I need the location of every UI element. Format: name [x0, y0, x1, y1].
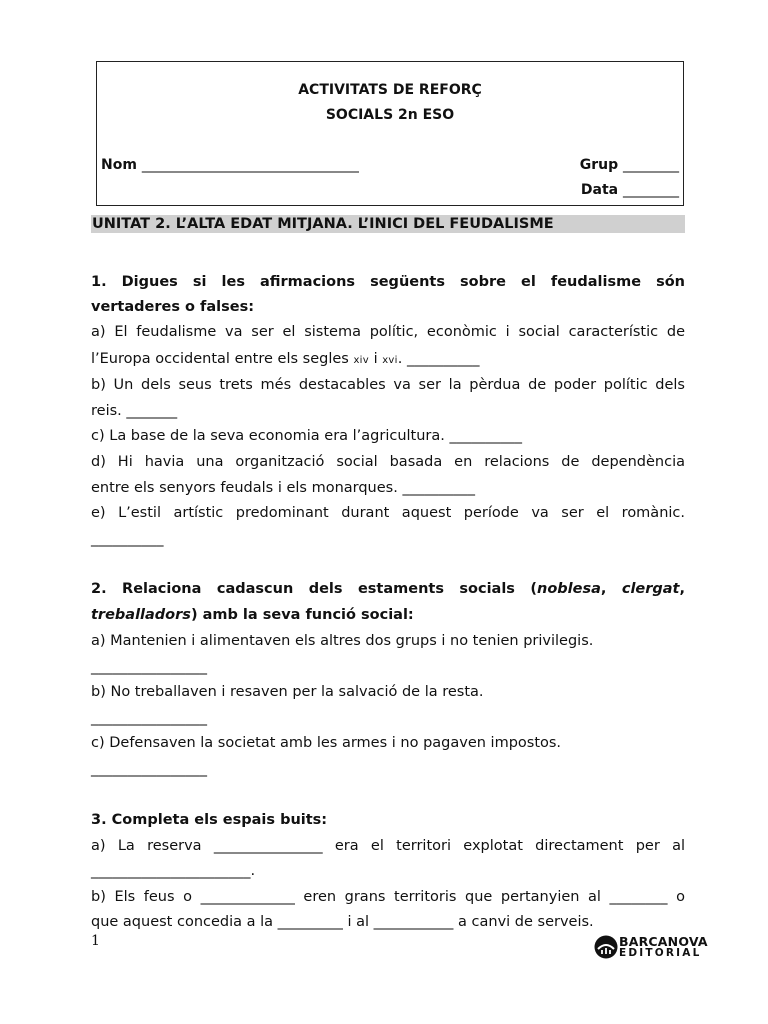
estament-clergat: clergat: [621, 581, 680, 597]
q1-b-line1: b) Un dels seus trets més destacables va ser la pèrdua de poder polític dels: [91, 377, 685, 393]
q3-b-line1[interactable]: b) Els feus o _____________ eren grans territoris que pertanyien al ________ o: [91, 889, 685, 905]
header-box: [96, 61, 684, 206]
barcanova-emblem-icon: [594, 935, 618, 959]
q2-b-line1: b) No treballaven i resaven per la salvació de la resta.: [91, 684, 484, 700]
q2-c-line1: c) Defensaven la societat amb les armes i no pagaven impostos.: [91, 735, 562, 751]
q2-a-line1: a) Mantenien i alimentaven els altres dos grups i no tenien privilegis.: [91, 633, 594, 649]
q3-b-line2[interactable]: que aquest concedia a la _________ i al ___________ a canvi de serveis.: [91, 914, 594, 930]
q1-a-answer-blank[interactable]: . __________: [397, 351, 480, 367]
q1-a-line2: [91, 350, 685, 370]
q3-a-line1[interactable]: a) La reserva _______________ era el territori explotat directament per al: [91, 838, 685, 854]
nom-blank: _______________________________: [141, 157, 359, 173]
logo-subtitle: EDITORIAL: [619, 947, 702, 959]
grup-blank: ________: [623, 157, 679, 173]
q2-c-blank[interactable]: ________________: [91, 761, 207, 777]
logo-wordmark: BARCANOVA: [619, 934, 708, 949]
q3-prompt: 3. Completa els espais buits:: [91, 812, 328, 828]
q1-b-line2[interactable]: reis. _______: [91, 403, 178, 419]
q1-prompt-line2: vertaderes o falses:: [91, 299, 254, 315]
q2-sep1: ,: [600, 581, 622, 597]
estament-treballadors: treballadors: [91, 607, 191, 623]
q2-a-blank[interactable]: ________________: [91, 659, 207, 675]
q1-e-line1: e) L’estil artístic predominant durant aquest període va ser el romànic.: [91, 505, 685, 521]
q1-prompt-line1: 1. Digues si les afirmacions següents sobre el feudalisme són: [91, 274, 685, 290]
q2-prompt-text: 2. Relaciona cadascun dels estaments socials (: [91, 581, 537, 597]
q2-prompt-end: ) amb la seva funció social:: [190, 607, 414, 623]
q1-a-text: l’Europa occidental entre els segles: [91, 351, 354, 367]
q2-sep2: ,: [679, 581, 686, 597]
q2-prompt-line1: [91, 580, 685, 598]
q1-a-connector: i: [368, 351, 383, 367]
grup-label: Grup: [579, 157, 619, 173]
q1-d-line1: d) Hi havia una organització social basada en relacions de dependència: [91, 454, 685, 470]
q2-b-blank[interactable]: ________________: [91, 710, 207, 726]
q1-e-line2[interactable]: __________: [91, 531, 164, 547]
q2-prompt-line2: [91, 606, 685, 624]
estament-noblesa: noblesa: [537, 581, 601, 597]
nom-field[interactable]: [101, 157, 359, 173]
century-14: xiv: [353, 355, 369, 366]
q1-d-line2[interactable]: entre els senyors feudals i els monarques. __________: [91, 480, 475, 496]
data-field[interactable]: [581, 182, 679, 198]
page-number: 1: [91, 933, 100, 949]
nom-label: Nom: [101, 157, 137, 173]
q1-c-line1[interactable]: c) La base de la seva economia era l’agricultura. __________: [91, 428, 522, 444]
barcanova-logo: [594, 934, 708, 962]
unit-title: UNITAT 2. L’ALTA EDAT MITJANA. L’INICI DEL FEUDALISME: [91, 215, 685, 233]
q1-a-line1: a) El feudalisme va ser el sistema polític, econòmic i social característic de: [91, 324, 685, 340]
worksheet-title: ACTIVITATS DE REFORÇ: [298, 82, 482, 98]
data-blank: ________: [623, 182, 679, 198]
data-label: Data: [580, 182, 619, 198]
century-16: xvi: [382, 355, 398, 366]
q3-a-line2[interactable]: ______________________.: [91, 863, 256, 879]
grup-field[interactable]: [580, 157, 679, 173]
worksheet-subtitle: SOCIALS 2n ESO: [325, 107, 455, 123]
